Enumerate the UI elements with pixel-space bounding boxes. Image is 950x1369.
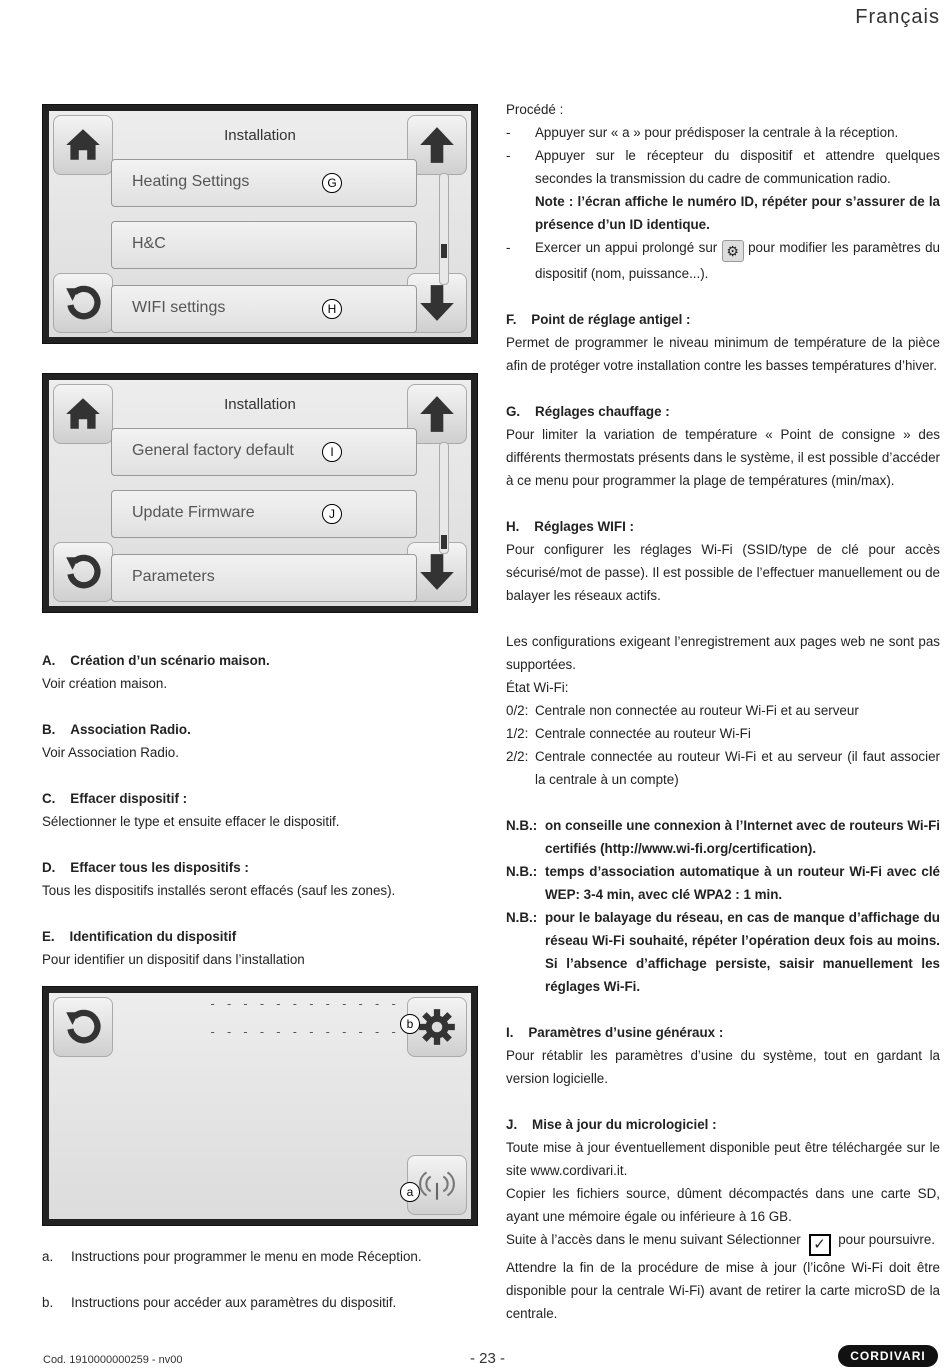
nb-2: temps d’association automatique à un routeur Wi-Fi avec clé WEP: 3-4 min, avec clé WPA2 : 1 min. [545,864,940,902]
back-button[interactable] [53,997,113,1057]
row-label: H&C [132,235,166,252]
row-label: WIFI settings [132,299,226,316]
language-label: Français [855,6,940,28]
row-label: Parameters [132,568,215,585]
procedure-step-3b: pour modifier les paramètres du dispositif (nom, puissance...). [535,240,940,281]
section-d-title: D. Effacer tous les dispositifs : [42,860,249,875]
back-arrow-icon [62,551,104,593]
state-marker: 0/2: [506,703,529,718]
section-c-text: Sélectionner le type et ensuite effacer le dispositif. [42,814,340,829]
nb-marker: N.B.: [506,818,538,833]
section-f-title: F. Point de réglage antigel : [506,312,691,327]
menu-row-heating-settings[interactable] [111,159,417,207]
right-text-block [506,98,940,1325]
procedure-step-3a: Exercer un appui prolongé sur [535,240,718,255]
nb-marker: N.B.: [506,910,538,925]
section-a-title: A. Création d’un scénario maison. [42,653,270,668]
home-button[interactable] [53,384,113,444]
arrow-down-icon [416,282,458,324]
dash-marker: - [506,148,511,163]
section-b-title: B. Association Radio. [42,722,191,737]
document-code: Cod. 1910000000259 - nv00 [43,1354,183,1366]
note-b-text: Instructions pour accéder aux paramètres du dispositif. [71,1295,397,1310]
screen-installation-2 [42,373,478,613]
nb-1: on conseille une connexion à l’Internet avec de routeurs Wi-Fi certifiés (http://www.wi-fi.org/certification). [545,818,940,856]
section-b-text: Voir Association Radio. [42,745,179,760]
back-arrow-icon [62,282,104,324]
section-g-title: G. Réglages chauffage : [506,404,670,419]
dash-marker: - [506,125,511,140]
procedure-step-1: Appuyer sur « a » pour prédisposer la centrale à la réception. [535,125,899,140]
wifi-state-1: Centrale connectée au routeur Wi-Fi [535,726,751,741]
back-button[interactable] [53,273,113,333]
scrollbar-thumb[interactable] [441,244,447,258]
wifi-state-0: Centrale non connectée au routeur Wi-Fi et au serveur [535,703,859,718]
dash-marker: - [506,240,511,255]
procedure-note: Note : l’écran affiche le numéro ID, répéter pour s’assurer de la présence d’un ID identique. [535,194,940,232]
config-text: Les configurations exigeant l’enregistrement aux pages web ne sont pas supportées. [506,634,940,672]
scrollbar[interactable] [439,442,449,554]
marker-g: G [322,173,342,193]
screen-title: Installation [224,396,296,413]
marker-i: I [322,442,342,462]
wifi-state-title: État Wi-Fi: [506,680,569,695]
brand-logo: CORDIVARI [838,1345,938,1367]
procedure-title: Procédé : [506,102,564,117]
menu-row-parameters[interactable] [111,554,417,602]
home-button[interactable] [53,115,113,175]
nb-3: pour le balayage du réseau, en cas de manque d’affichage du réseau Wi-Fi souhaité, répéter l’opération deux fois au moins. Si l’absence d’affichage persiste, saisir manuellement les réglages Wi-Fi. [545,910,940,994]
nb-marker: N.B.: [506,864,538,879]
section-i-text: Pour rétablir les paramètres d’usine du système, tout en gardant la version logicielle. [506,1048,940,1086]
row-label: General factory default [132,442,294,459]
section-d-text: Tous les dispositifs installés seront effacés (sauf les zones). [42,883,396,898]
marker-a: a [400,1182,420,1202]
section-h-text: Pour configurer les réglages Wi-Fi (SSID/type de clé pour accès sécurisé/mot de passe). Il est possible de l’effectuer manuellement ou de balayer les réseaux actifs. [506,542,940,603]
section-f-text: Permet de programmer le niveau minimum de température de la pièce afin de protéger votre installation contre les basses températures d’hiver. [506,335,940,373]
marker-b: b [400,1014,420,1034]
section-j-title: J. Mise à jour du micrologiciel : [506,1117,717,1132]
checkmark-icon: ✓ [809,1234,831,1256]
scrollbar-thumb[interactable] [441,535,447,549]
section-i-title: I. Paramètres d’usine généraux : [506,1025,724,1040]
state-marker: 2/2: [506,749,529,764]
page-number: - 23 - [470,1350,506,1367]
section-e-text: Pour identifier un dispositif dans l’installation [42,952,305,967]
arrow-down-icon [416,551,458,593]
radio-signal-icon [416,1164,458,1206]
section-j-text-1: Toute mise à jour éventuellement disponible peut être téléchargée sur le site www.cordivari.it. [506,1140,940,1178]
scrollbar[interactable] [439,173,449,285]
section-j-text-2: Copier les fichiers source, dûment décompactés dans une carte SD, ayant une mémoire égale ou inférieure à 16 GB. [506,1186,940,1224]
section-a-text: Voir création maison. [42,676,168,691]
procedure-step-2: Appuyer sur le récepteur du dispositif et attendre quelques secondes la transmission du cadre de communication radio. [535,148,940,186]
device-name-placeholder: - - - - - - - - - - - - [209,997,399,1011]
note-a-text: Instructions pour programmer le menu en mode Réception. [71,1249,422,1264]
section-h-title: H. Réglages WIFI : [506,519,634,534]
wifi-state-2: Centrale connectée au routeur Wi-Fi et au serveur (il faut associer la centrale à un compte) [535,749,940,787]
left-text-block [42,649,482,971]
note-b [42,1291,482,1314]
section-j-text-4: Attendre la fin de la procédure de mise à jour (l’icône Wi-Fi doit être disponible pour la centrale Wi-Fi) avant de retirer la carte microSD de la centrale. [506,1260,940,1321]
gear-icon [416,1006,458,1048]
menu-row-general-factory-default[interactable] [111,428,417,476]
screen-title: Installation [224,127,296,144]
section-e-title: E. Identification du dispositif [42,929,237,944]
back-arrow-icon [62,1006,104,1048]
section-g-text: Pour limiter la variation de température « Point de consigne » des différents thermostats présents dans le système, il est possible d’accéder à ce menu pour programmer la plage de températures (min/max). [506,427,940,488]
device-id-placeholder: - - - - - - - - - - - - [209,1025,399,1039]
section-j-text-3a: Suite à l’accès dans le menu suivant Sélectionner [506,1232,801,1247]
row-label: Update Firmware [132,504,255,521]
section-j-text-3b: pour poursuivre. [838,1232,935,1247]
back-button[interactable] [53,542,113,602]
screen-device-identification [42,986,478,1226]
marker-j: J [322,504,342,524]
screen-installation-1 [42,104,478,344]
section-c-title: C. Effacer dispositif : [42,791,188,806]
gear-icon: ⚙ [722,240,744,262]
note-a [42,1245,482,1268]
note-a-marker: a. [42,1249,54,1264]
note-b-marker: b. [42,1295,54,1310]
menu-row-hc[interactable] [111,221,417,269]
menu-row-update-firmware[interactable] [111,490,417,538]
menu-row-wifi-settings[interactable] [111,285,417,333]
marker-h: H [322,299,342,319]
state-marker: 1/2: [506,726,529,741]
row-label: Heating Settings [132,173,250,190]
